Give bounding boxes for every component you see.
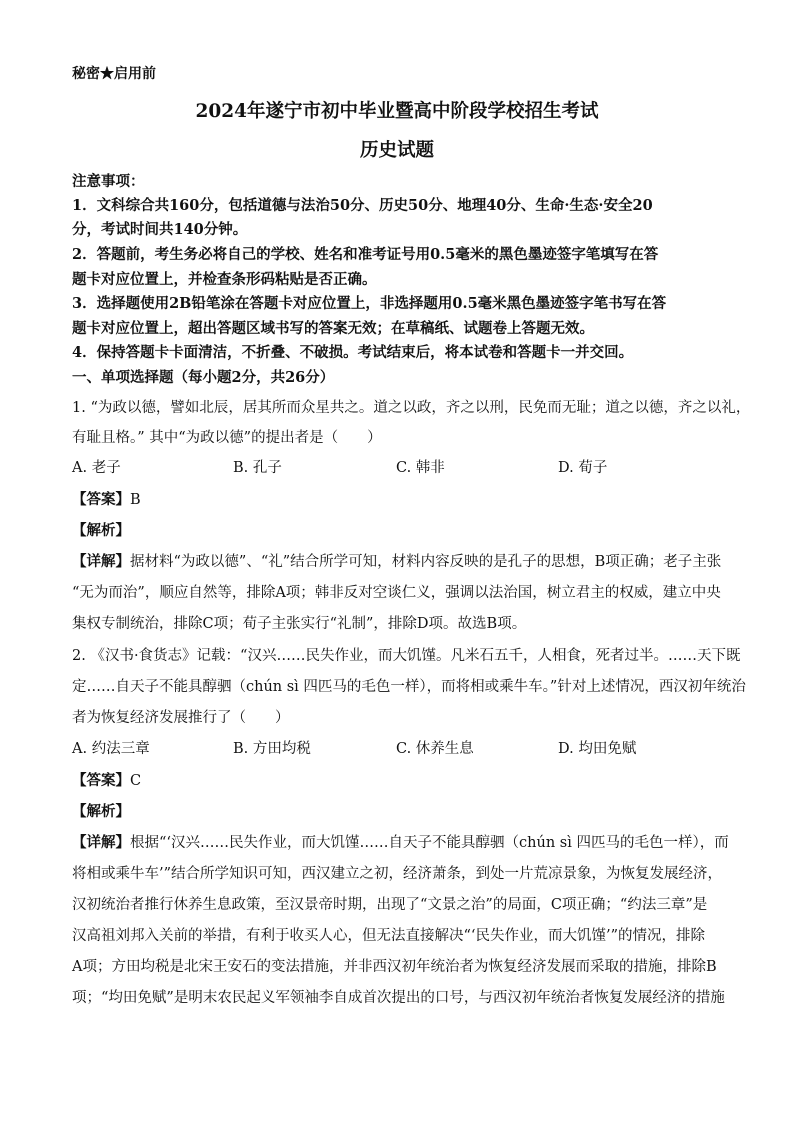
q2-analysis-tag: 【解析】: [72, 803, 130, 820]
detail-tag: 【详解】: [72, 553, 130, 570]
q2-detail-line: 汉初统治者推行休养生息政策，至汉景帝时期，出现了“文景之治”的局面，C项正确；“约法三章”是: [72, 897, 708, 913]
notes-line: 分，考试时间共140分钟。: [72, 221, 248, 238]
detail-text: 据材料“为政以德”、“礼”结合所学可知，材料内容反映的是孔子的思想，B项正确；老子主张: [130, 554, 722, 570]
notes-line: 2．答题前，考生务必将自己的学校、姓名和准考证号用0.5毫米的黑色墨迹签字笔填写在答: [72, 246, 659, 263]
q2-stem-line: 者为恢复经济发展推行了（ ）: [72, 710, 290, 726]
q2-stem-line: 定……自天子不能具醇驷（chún sì 四匹马的毛色一样），而将相或乘牛车。”针对上述情况，西汉初年统治: [72, 679, 746, 695]
q2-option-d: D. 均田免赋: [558, 741, 637, 757]
q1-answer: [72, 490, 141, 510]
notes-line: 题卡对应位置上，超出答题区域书写的答案无效；在草稿纸、试题卷上答题无效。: [72, 320, 594, 337]
q2-option-a: A. 约法三章: [72, 741, 150, 757]
answer-value: C: [130, 773, 142, 789]
q1-option-b: B. 孔子: [233, 460, 282, 476]
answer-tag: 【答案】: [72, 491, 130, 508]
answer-tag: 【答案】: [72, 772, 130, 789]
q2-detail-line: A项；方田均税是北宋王安石的变法措施，并非西汉初年统治者为恢复经济发展而采取的措施，排除B: [72, 959, 717, 975]
notes-line: 4．保持答题卡卡面清洁，不折叠、不破损。考试结束后，将本试卷和答题卡一并交回。: [72, 344, 634, 361]
q2-detail-line: [72, 833, 729, 853]
q1-stem-line: 有耻且格。” 其中“为政以德”的提出者是（ ）: [72, 430, 382, 446]
notes-line: 题卡对应位置上，并检查条形码粘贴是否正确。: [72, 271, 377, 288]
detail-tag: 【详解】: [72, 834, 130, 851]
q2-option-b: B. 方田均税: [233, 741, 311, 757]
notes-line: 1．文科综合共160分，包括道德与法治50分、历史50分、地理40分、生命·生态·安全20: [72, 197, 653, 214]
q2-detail-line: 汉高祖刘邦入关前的举措，有利于收买人心，但无法直接解决“‘民失作业，而大饥馑’”的情况，排除: [72, 928, 706, 944]
subject-title: 历史试题: [359, 140, 434, 161]
q2-stem-line: 2. 《汉书·食货志》记载：“汉兴……民失作业，而大饥馑。凡米石五千，人相食，死者过半。……天下既: [72, 648, 741, 664]
notes-heading: 注意事项：: [72, 173, 145, 190]
exam-title: 2024年遂宁市初中毕业暨高中阶段学校招生考试: [195, 101, 599, 122]
q1-option-c: C. 韩非: [396, 460, 445, 476]
q1-detail-line: “无为而治”，顺应自然等，排除A项；韩非反对空谈仁义，强调以法治国，树立君主的权威，建立中央: [72, 585, 721, 601]
q1-option-d: D. 荀子: [558, 460, 608, 476]
section-heading: 一、单项选择题（每小题2分，共26分）: [72, 369, 335, 386]
q1-option-a: A. 老子: [72, 460, 121, 476]
q1-analysis-tag: 【解析】: [72, 522, 130, 539]
q2-detail-line: 项；“均田免赋”是明末农民起义军领袖李自成首次提出的口号，与西汉初年统治者恢复发展经济的措施: [72, 990, 725, 1006]
secret-label: 秘密★启用前: [72, 66, 156, 82]
detail-text: 根据“‘汉兴……民失作业，而大饥馑……自天子不能具醇驷（chún sì 四匹马的毛色一样），而: [130, 835, 729, 851]
q2-answer: [72, 771, 141, 791]
q1-detail-line: 集权专制统治，排除C项；荀子主张实行“礼制”，排除D项。故选B项。: [72, 616, 527, 632]
notes-line: 3．选择题使用2B铅笔涂在答题卡对应位置上，非选择题用0.5毫米黑色墨迹签字笔书写在答: [72, 295, 667, 312]
answer-value: B: [130, 492, 141, 508]
q2-detail-line: 将相或乘牛车’”结合所学知识可知，西汉建立之初，经济萧条，到处一片荒凉景象，为恢复发展经济，: [72, 866, 723, 882]
q1-detail-line: [72, 552, 721, 572]
q2-option-c: C. 休养生息: [396, 741, 474, 757]
q1-stem-line: 1. “为政以德，譬如北辰，居其所而众星共之。道之以政，齐之以刑，民免而无耻；道之以德，齐之以礼，: [72, 400, 751, 416]
